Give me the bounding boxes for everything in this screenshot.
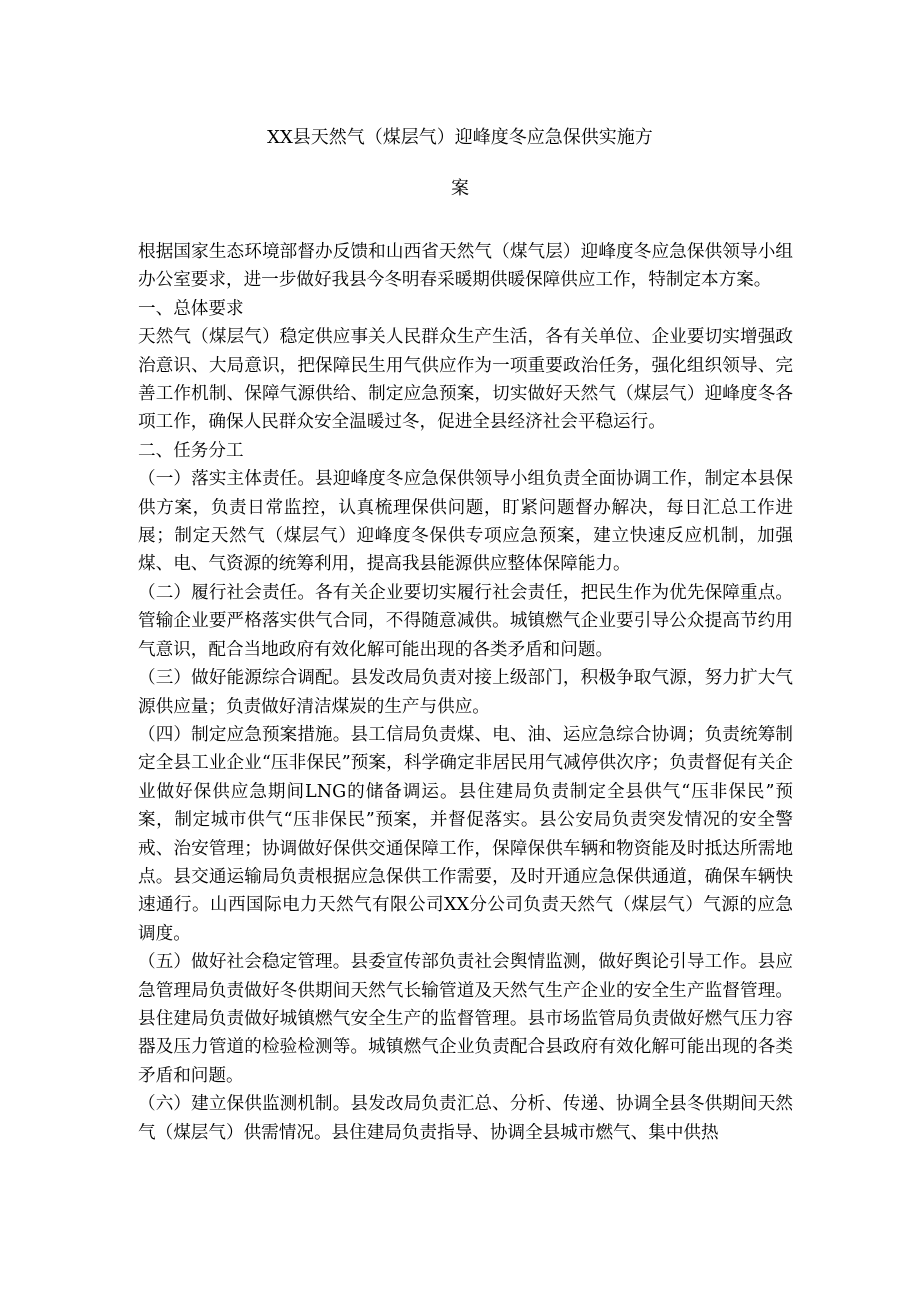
paragraph-general-requirements: 天然气（煤层气）稳定供应事关人民群众生产生活，各有关单位、企业要切实增强政治意识、大局意识，把保障民生用气供应作为一项重要政治任务，强化组织领导、完善工作机制、保障气源供给、制定应急预案，切实做好天然气（煤层气）迎峰度冬各项工作，确保人民群众安全温暖过冬，促进全县经济社会平稳运行。	[138, 327, 793, 433]
paragraph-task-5: （五）做好社会稳定管理。县委宣传部负责社会舆情监测，做好舆论引导工作。县应急管理局负责做好冬供期间天然气长输管道及天然气生产企业的安全生产监督管理。县住建局负责做好城镇燃气安全生产的监督管理。县市场监管局负责做好燃气压力容器及压力管道的检验检测等。城镇燃气企业负责配合县政府有效化解可能出现的各类矛盾和问题。	[138, 952, 793, 1086]
section-heading-1: 一、总体要求	[138, 298, 244, 319]
section-heading-2: 二、任务分工	[138, 440, 244, 461]
document-body	[138, 238, 793, 1147]
paragraph-task-1: （一）落实主体责任。县迎峰度冬应急保供领导小组负责全面协调工作，制定本县保供方案，负责日常监控，认真梳理保供问题，盯紧问题督办解决，每日汇总工作进展；制定天然气（煤层气）迎峰度冬保供专项应急预案，建立快速反应机制，加强煤、电、气资源的统筹利用，提高我县能源供应整体保障能力。	[138, 469, 793, 575]
paragraph-intro: 根据国家生态环境部督办反馈和山西省天然气（煤气层）迎峰度冬应急保供领导小组办公室要求，进一步做好我县今冬明春采暖期供暖保障供应工作，特制定本方案。	[138, 242, 793, 291]
paragraph-task-6: （六）建立保供监测机制。县发改局负责汇总、分析、传递、协调全县冬供期间天然气（煤层气）供需情况。县住建局负责指导、协调全县城市燃气、集中供热	[138, 1094, 793, 1143]
document-title-line-1: XX县天然气（煤层气）迎峰度冬应急保供实施方	[267, 127, 653, 148]
paragraph-task-2: （二）履行社会责任。各有关企业要切实履行社会责任，把民生作为优先保障重点。管输企业要严格落实供气合同，不得随意减供。城镇燃气企业要引导公众提高节约用气意识，配合当地政府有效化解可能出现的各类矛盾和问题。	[138, 582, 793, 660]
document-title-line-2: 案	[451, 178, 469, 199]
paragraph-task-3: （三）做好能源综合调配。县发改局负责对接上级部门，积极争取气源，努力扩大气源供应量；负责做好清洁煤炭的生产与供应。	[138, 668, 793, 717]
paragraph-task-4: （四）制定应急预案措施。县工信局负责煤、电、油、运应急综合协调；负责统筹制定全县工业企业“压非保民”预案，科学确定非居民用气减停供次序；负责督促有关企业做好保供应急期间LNG的储备调运。县住建局负责制定全县供气“压非保民”预案，制定城市供气“压非保民”预案，并督促落实。县公安局负责突发情况的安全警戒、治安管理；协调做好保供交通保障工作，保障保供车辆和物资能及时抵达所需地点。县交通运输局负责根据应急保供工作需要，及时开通应急保供通道，确保车辆快速通行。山西国际电力天然气有限公司XX分公司负责天然气（煤层气）气源的应急调度。	[138, 724, 793, 944]
